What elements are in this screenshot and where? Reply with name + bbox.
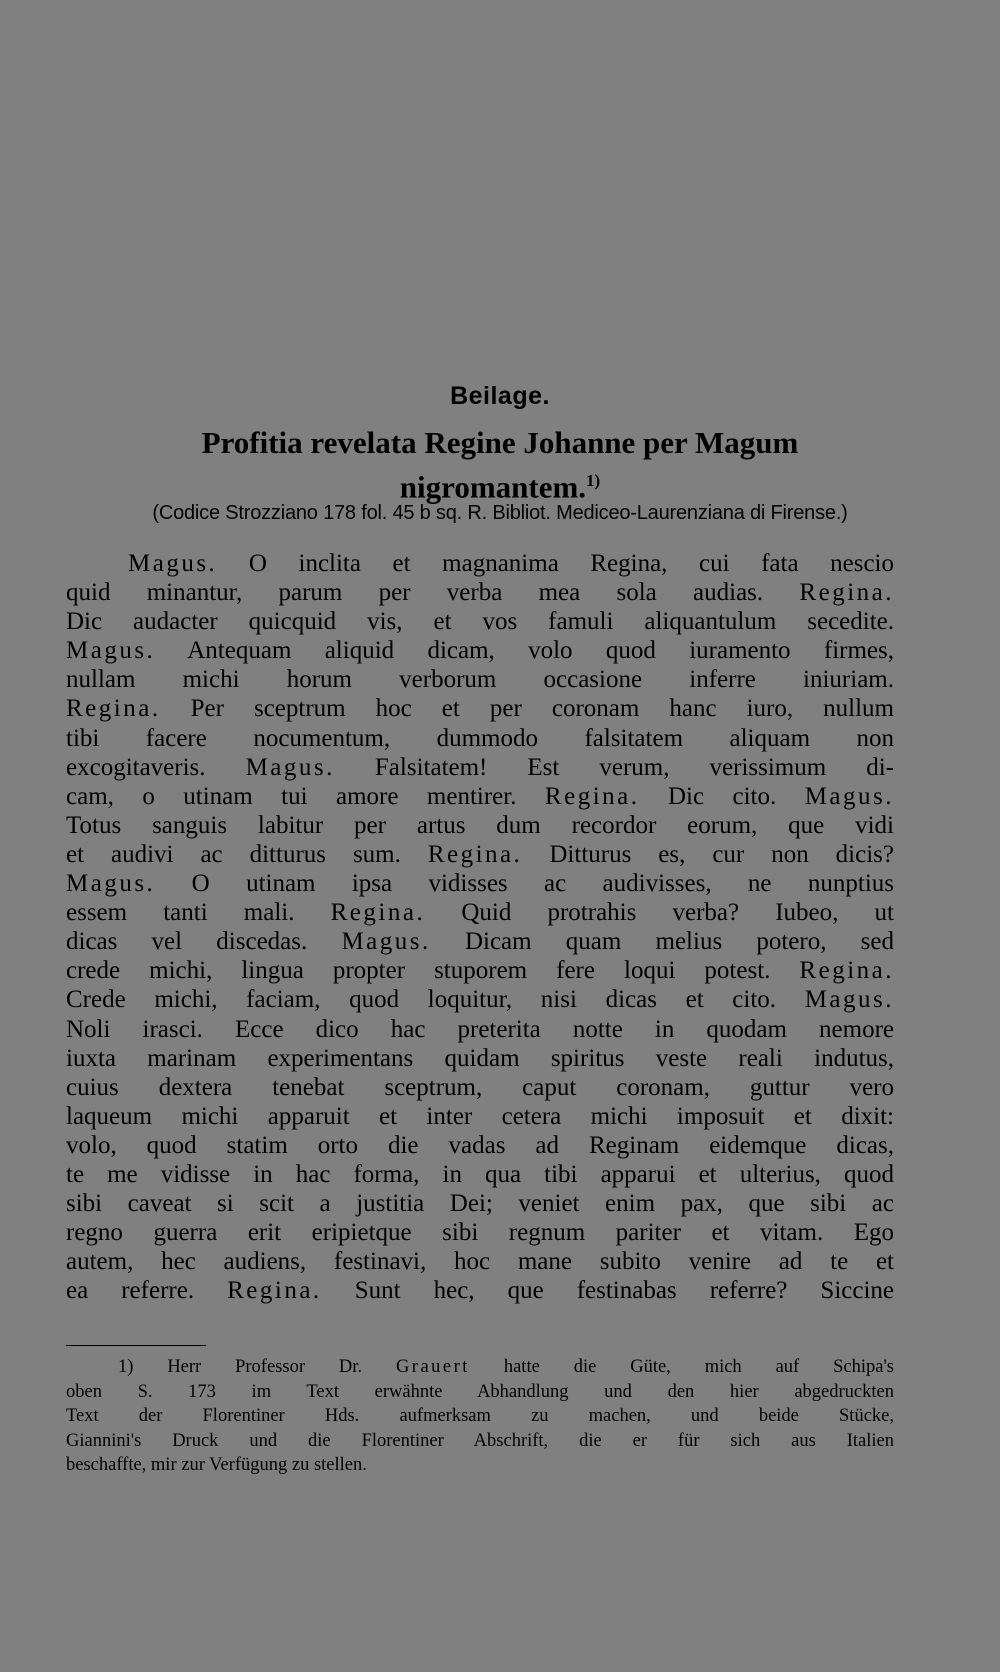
footnote-reference: 1)	[586, 471, 601, 490]
text-line	[66, 840, 894, 869]
text-line	[66, 811, 894, 840]
section-label: Beilage.	[450, 382, 550, 410]
speaker-name: Regina.	[799, 579, 894, 607]
text-line	[66, 1247, 894, 1276]
text-line	[66, 1102, 894, 1131]
text-run: sibi caveat si scit a justitia Dei; veniet enim pax, que sibi ac	[66, 1190, 894, 1218]
text-run: Noli irasci. Ecce dico hac preterita notte in quodam nemore	[66, 1015, 894, 1043]
text-run: Sunt hec, que festinabas referre? Siccine	[321, 1277, 894, 1305]
text-run: et audivi ac ditturus sum.	[66, 840, 428, 868]
text-run: dicas vel discedas.	[66, 928, 342, 956]
text-run: regno guerra erit eripietque sibi regnum pariter et vitam. Ego	[66, 1219, 894, 1247]
text-run: Dic audacter quicquid vis, et vos famuli aliquantulum secedite.	[66, 608, 894, 636]
text-run: O inclita et magnanima Regina, cui fata nescio	[217, 550, 894, 577]
text-line	[66, 578, 894, 607]
text-run: cuius dextera tenebat sceptrum, caput coronam, guttur vero	[66, 1073, 894, 1101]
speaker-name: Regina.	[227, 1277, 322, 1305]
text-run: Per sceptrum hoc et per coronam hanc iuro, nullum	[160, 695, 894, 723]
text-run: cam, o utinam tui amore mentirer.	[66, 782, 545, 810]
speaker-name: Magus.	[66, 637, 156, 665]
text-line	[66, 1276, 894, 1305]
text-line	[66, 665, 894, 694]
speaker-name: Regina.	[330, 899, 426, 927]
title-line-1: Profitia revelata Regine Johanne per Magum	[201, 425, 799, 460]
speaker-name: Magus.	[804, 986, 894, 1014]
text-run: Totus sanguis labitur per artus dum recordor eorum, que vidi	[66, 811, 894, 839]
speaker-name: Regina.	[544, 782, 640, 810]
text-run: crede michi, lingua propter stuporem fere loqui potest.	[66, 957, 800, 985]
text-run: Crede michi, faciam, quod loquitur, nisi dicas et cito.	[66, 986, 805, 1014]
text-run: autem, hec audiens, festinavi, hoc mane subito venire ad te et	[66, 1248, 894, 1276]
footnote-line	[66, 1453, 894, 1478]
text-line	[66, 549, 894, 578]
text-line	[66, 1189, 894, 1218]
speaker-name: Magus.	[804, 782, 894, 810]
text-line	[66, 724, 894, 753]
text-run: Text der Florentiner Hds. aufmerksam zu machen, und beide Stücke,	[66, 1406, 894, 1426]
text-run: Dic cito.	[639, 782, 805, 810]
speaker-name: Regina.	[799, 957, 894, 985]
text-run: Giannini's Druck und die Florentiner Abschrift, die er für sich aus Italien	[66, 1430, 894, 1451]
text-run: oben S. 173 im Text erwähnte Abhandlung und den hier abgedruckten	[66, 1381, 894, 1402]
text-run: tibi facere nocumentum, dummodo falsitatem aliquam non	[66, 724, 894, 752]
speaker-name: Magus.	[245, 753, 335, 781]
text-run: Falsitatem! Est verum, verissimum di-	[334, 753, 894, 781]
text-line	[66, 898, 894, 927]
title-line-2: nigromantem.	[399, 469, 587, 505]
text-run: Dicam quam melius potero, sed	[430, 928, 894, 956]
text-line	[66, 607, 894, 636]
footnote-line	[66, 1380, 894, 1405]
text-line	[66, 782, 894, 811]
speaker-name: Magus.	[66, 870, 156, 898]
speaker-name: Magus.	[341, 928, 431, 956]
footnote-line	[66, 1429, 894, 1454]
text-run: te me vidisse in hac forma, in qua tibi apparui et ulterius, quod	[66, 1160, 894, 1188]
text-line	[66, 927, 894, 956]
footnote	[66, 1355, 894, 1478]
text-line	[66, 1160, 894, 1189]
text-run: laqueum michi apparuit et inter cetera michi imposuit et dixit:	[66, 1102, 894, 1130]
footnote-line	[66, 1355, 894, 1380]
text-run: O utinam ipsa vidisses ac audivisses, ne nunptius	[155, 870, 894, 898]
text-line	[66, 1015, 894, 1044]
text-run: Antequam aliquid dicam, volo quod iuramento firmes,	[155, 637, 894, 665]
text-run: Quid protrahis verba? Iubeo, ut	[425, 899, 894, 927]
text-line	[66, 636, 894, 665]
text-run: 1) Herr Professor Dr.	[118, 1357, 396, 1377]
text-line	[66, 1218, 894, 1247]
speaker-name: Magus.	[128, 550, 218, 577]
text-line	[66, 753, 894, 782]
speaker-name: Regina.	[427, 840, 523, 868]
text-line	[66, 869, 894, 898]
text-run: volo, quod statim orto die vadas ad Reginam eidemque dicas,	[66, 1131, 894, 1159]
text-run: iuxta marinam experimentans quidam spiritus veste reali indutus,	[66, 1044, 894, 1072]
text-line	[66, 985, 894, 1014]
source-citation: (Codice Strozziano 178 fol. 45 b sq. R. Bibliot. Mediceo-Laurenziana di Firense.)	[152, 502, 848, 524]
text-line	[66, 1073, 894, 1102]
text-line	[66, 956, 894, 985]
text-run: excogitaveris.	[66, 753, 246, 781]
document-title	[70, 424, 930, 506]
text-run: nullam michi horum verborum occasione inferre iniuriam.	[66, 666, 894, 694]
text-run: hatte die Güte, mich auf Schipa's	[469, 1357, 894, 1377]
text-run: beschaffte, mir zur Verfügung zu stellen.	[66, 1455, 367, 1475]
text-run: quid minantur, parum per verba mea sola audias.	[66, 579, 800, 607]
footnote-line	[66, 1404, 894, 1429]
speaker-name: Grauert	[395, 1357, 470, 1377]
speaker-name: Regina.	[66, 695, 161, 723]
text-line	[66, 1131, 894, 1160]
text-run: Ditturus es, cur non dicis?	[522, 840, 894, 868]
footnote-divider	[66, 1345, 206, 1346]
dialogue-text	[66, 549, 894, 1305]
text-line	[66, 1044, 894, 1073]
text-run: ea referre.	[66, 1277, 228, 1305]
text-line	[66, 694, 894, 723]
text-run: essem tanti mali.	[66, 899, 331, 927]
